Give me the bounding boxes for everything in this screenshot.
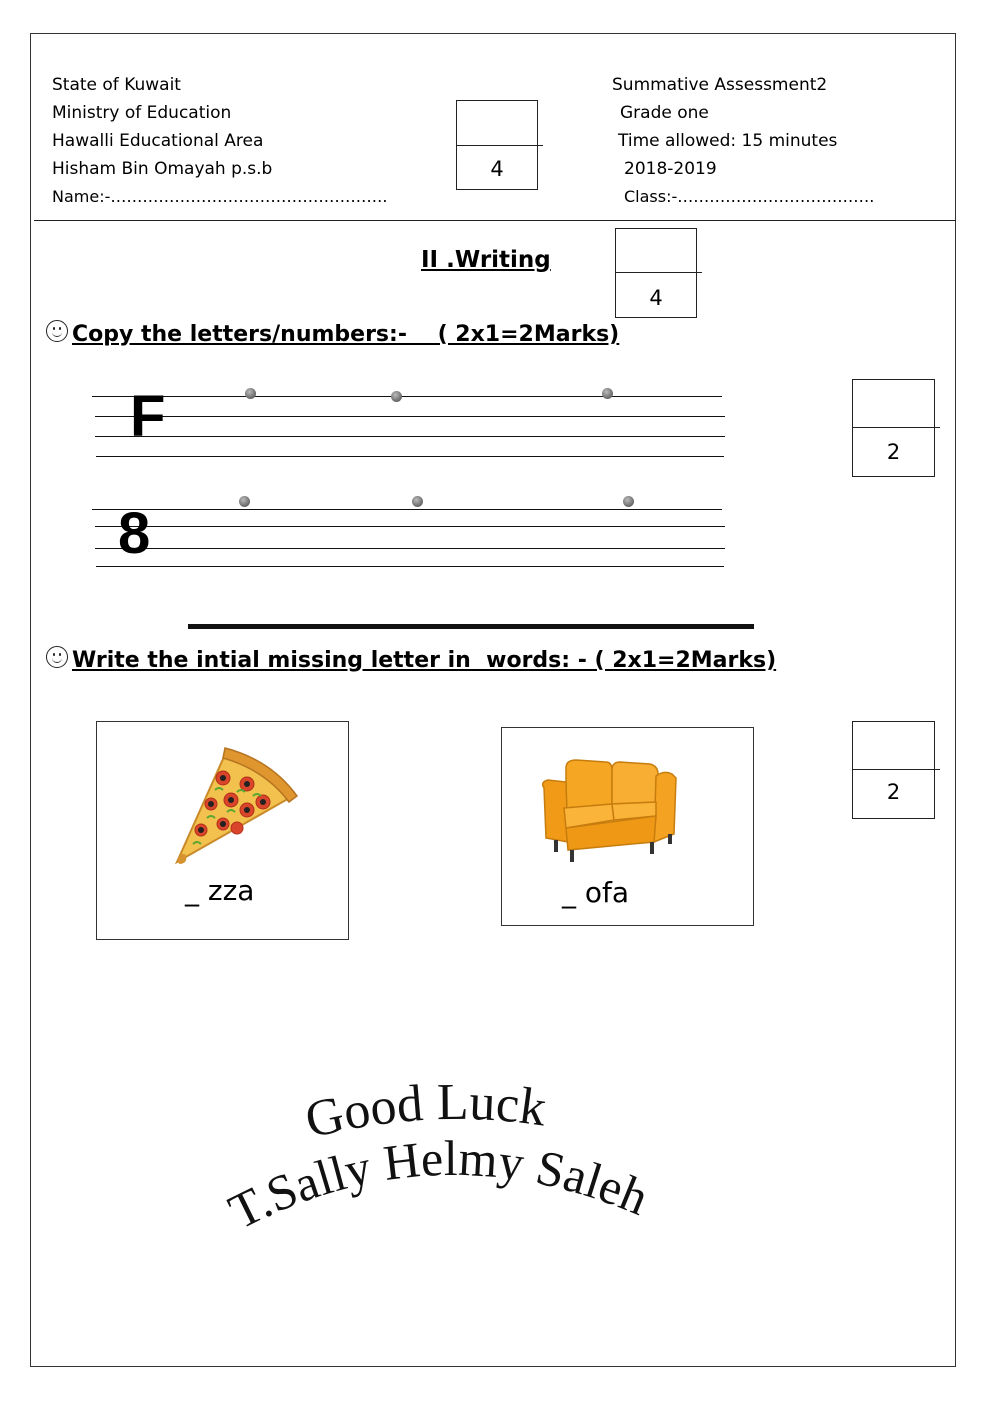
sofa-icon (540, 758, 682, 868)
header-time: Time allowed: 15 minutes (618, 131, 838, 151)
pizza-card (96, 721, 349, 940)
sofa-card (501, 727, 754, 926)
section-score-value: 4 (649, 286, 663, 310)
guide-dot (412, 496, 423, 507)
section-score-box (615, 228, 697, 318)
question2-score-value: 2 (886, 780, 901, 804)
guide-dot (391, 391, 402, 402)
letter-model: F (130, 384, 166, 449)
header-year: 2018-2019 (624, 159, 717, 179)
section-title: II .Writing (421, 247, 551, 273)
question1-score-box (852, 379, 935, 477)
teacher-name-text: T.Sally Helmy Saleh (220, 1129, 657, 1240)
guide-dot (245, 388, 256, 399)
header-assessment: Summative Assessment2 (612, 75, 828, 95)
signature (200, 1060, 720, 1280)
section-separator (188, 624, 754, 629)
question2-label: Write the intial missing letter in words: - ( 2x1=2Marks) (72, 648, 777, 673)
smiley-icon (46, 646, 68, 668)
question1-score-value: 2 (886, 440, 901, 464)
question2-score-box (852, 721, 935, 819)
header-line-state: State of Kuwait (52, 75, 181, 95)
class-field[interactable]: Class:-………………………………. (624, 187, 875, 206)
header-grade: Grade one (620, 103, 709, 123)
question1-label: Copy the letters/numbers:- ( 2x1=2Marks) (72, 322, 620, 347)
total-score-value: 4 (490, 157, 504, 181)
guide-dot (602, 388, 613, 399)
pizza-slice-icon (167, 744, 302, 869)
header-divider (34, 220, 956, 221)
word-pizza[interactable]: _ zza (185, 874, 255, 907)
guide-dot (623, 496, 634, 507)
guide-dot (239, 496, 250, 507)
good-luck-text: Good Luck (300, 1073, 550, 1150)
header-right (612, 71, 874, 211)
word-sofa[interactable]: _ ofa (562, 876, 630, 909)
smiley-icon (46, 320, 68, 342)
header-line-area: Hawalli Educational Area (52, 131, 264, 151)
name-field[interactable]: Name:-……………………………………………. (52, 187, 388, 206)
header-left (52, 71, 387, 211)
total-score-box (456, 100, 538, 190)
header-line-ministry: Ministry of Education (52, 103, 232, 123)
header-line-school: Hisham Bin Omayah p.s.b (52, 159, 273, 179)
number-model: 8 (118, 501, 151, 566)
